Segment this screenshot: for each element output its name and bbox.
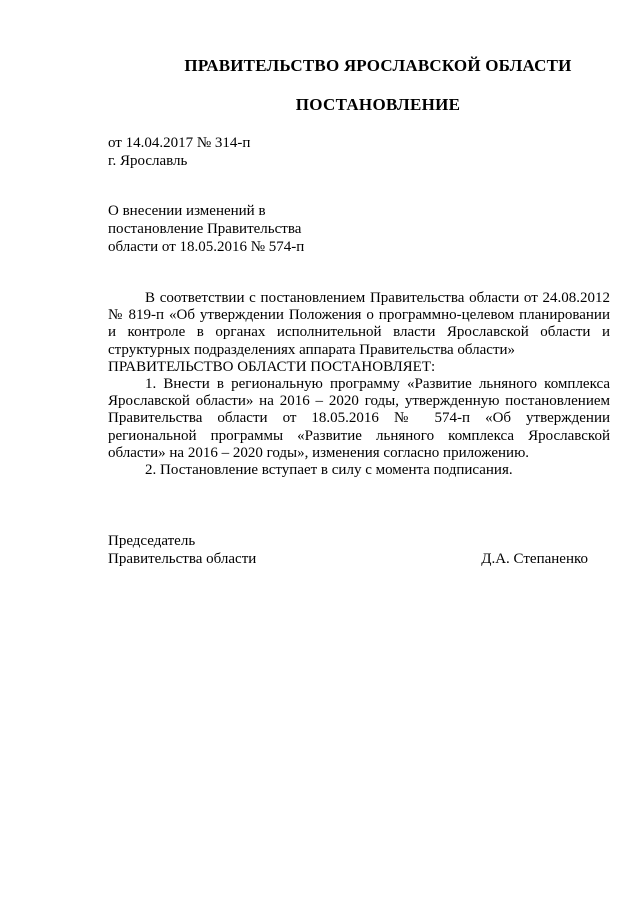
signer-position-line2: Правительства области bbox=[108, 551, 257, 567]
city: г. Ярославль bbox=[108, 153, 188, 169]
subject-line: О внесении изменений в bbox=[108, 203, 266, 219]
document-type: ПОСТАНОВЛЕНИЕ bbox=[295, 95, 461, 114]
signature-row bbox=[108, 550, 588, 568]
resolution-heading: ПРАВИТЕЛЬСТВО ОБЛАСТИ ПОСТАНОВЛЯЕТ: bbox=[108, 358, 436, 375]
signer-name: Д.А. Степаненко bbox=[481, 551, 588, 567]
subject-line: области от 18.05.2016 № 574-п bbox=[108, 239, 305, 255]
item-2-paragraph: 2. Постановление вступает в силу с момента подписания. bbox=[145, 462, 513, 479]
signature-block bbox=[108, 532, 588, 568]
authority-title: ПРАВИТЕЛЬСТВО ЯРОСЛАВСКОЙ ОБЛАСТИ bbox=[184, 56, 572, 75]
document-meta bbox=[108, 134, 250, 170]
item-1-paragraph: 1. Внести в региональную программу «Развитие льняного комплекса Ярославской области» на 2016 – 2020 годы, утвержденную постановлением Правительства области от 18.05.2016 № 574-п «Об утверждении региональной программы «Развитие льняного комплекса Ярославской области» на 2016 – 2020 годы», изменения согласно приложению. bbox=[108, 376, 610, 461]
document-body bbox=[108, 290, 610, 479]
signer-position-line1: Председатель bbox=[108, 533, 196, 549]
subject-line: постановление Правительства bbox=[108, 221, 302, 237]
preamble-paragraph: В соответствии с постановлением Правительства области от 24.08.2012 № 819-п «Об утверждении Положения о программно-целевом планировании и контроле в органах исполнительной власти Ярославской области и структурных подразделениях аппарата Правительства области» bbox=[108, 290, 610, 358]
date-number: от 14.04.2017 № 314-п bbox=[108, 135, 251, 151]
document-subject bbox=[108, 202, 338, 256]
